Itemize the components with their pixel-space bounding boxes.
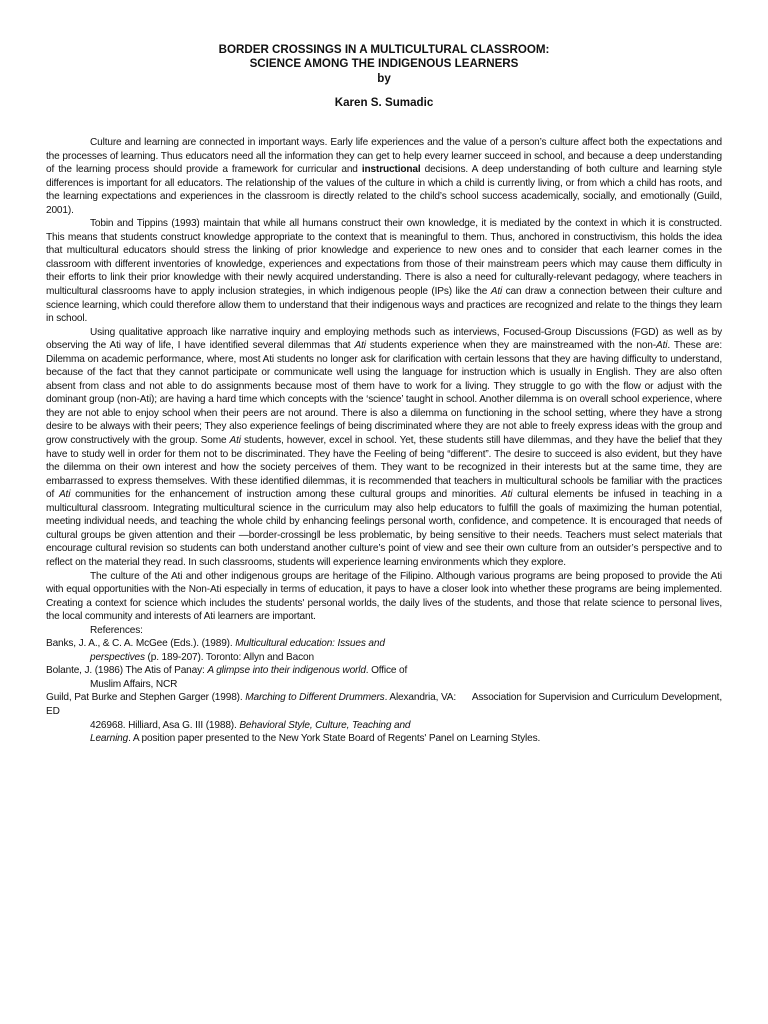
p2-text-a: Tobin and Tippins (1993) maintain that while all humans construct their own knowledge, it is mediated by the context in which it is constructed. This means that students construct knowledge appropriate to the context that is meaningful to them. Thus, anchored in constructivism, this holds the idea that multicultural educators should stress the linking of prior knowledge and experience to new ones and to consider that each learner comes in the classroom with different inventories of knowledge, experiences and expectations from those of their mainstream peers which may cause them difficulty in their efforts to link their prior knowledge with their newly acquired understanding. There is also a need for culturally-relevant pedagogy, where teachers in multicultural classrooms have to apply inclusion strategies, in which indigenous people (IPs) like the bbox=[46, 218, 722, 298]
ref1-continuation bbox=[46, 651, 722, 665]
reference-hilliard bbox=[46, 719, 722, 746]
paragraph-4: The culture of the Ati and other indigenous groups are heritage of the Filipino. Although various programs are being proposed to provide the Ati with equal opportunities with the Non-Ati especially in terms of education, it pays to have a closer look into whether these programs are being implemented. Creating a context for science which includes the students' personal worlds, the daily lives of the students, and those that relate science to personal lives, the local community and interests of Ati learners are important. bbox=[46, 570, 722, 623]
ref3-text-a: Guild, Pat Burke and Stephen Garger (1998). bbox=[46, 692, 246, 704]
ref1-text-d: (p. 189-207). Toronto: Allyn and Bacon bbox=[144, 651, 314, 663]
p3-italic-f: Ati bbox=[229, 435, 241, 447]
article-body bbox=[46, 136, 725, 746]
references-section bbox=[46, 624, 725, 746]
p3-italic-j: Ati bbox=[501, 489, 513, 501]
paragraph-1 bbox=[46, 136, 722, 217]
title-line-2: SCIENCE AMONG THE INDIGENOUS LEARNERS bbox=[249, 57, 519, 70]
p3-italic-b: Ati bbox=[354, 340, 366, 352]
author-name: Karen S. Sumadic bbox=[334, 96, 434, 109]
p3-text-k: cultural elements be infused in teaching in a multicultural classroom. Integrating multicultural science in the curriculum may also help educators to fulfill the goals of maximizing the human potential, meeting individual needs, and teaching the whole child by enhancing feelings personal worth, confidence, and competence. It is encouraged that needs of cultural groups be given attention and their ―border-crossing‖ be less problematic, by being sensitive to their needs. Teachers must select materials that encourage cultural revision so students can both understand another culture’s point of view and see their own culture from an outsider’s perspective and to reflect on the material they read. In such classrooms, students will experience learning environments which they explore. bbox=[46, 489, 722, 568]
p1-bold-term: instructional bbox=[361, 164, 421, 176]
p3-italic-h: Ati bbox=[58, 489, 71, 501]
p3-italic-d: Ati bbox=[655, 340, 668, 352]
ref4-text-a: 426968. Hilliard, Asa G. III (1988). bbox=[90, 719, 240, 731]
ref2-text-c: . Office of bbox=[365, 665, 408, 677]
reference-bolante bbox=[46, 664, 722, 691]
p3-text-c: students experience when they are mainstreamed with the non- bbox=[365, 340, 656, 352]
ref3-text-c: . Alexandria, VA: Association for Supervision and Curriculum Development, ED bbox=[46, 692, 725, 717]
p3-text-g: students, however, excel in school. Yet, these students still have dilemmas, and they have the belief that they have to study well in order for them not to be discriminated. They have the Feeling of being “different”. The desire to succeed is also evident, but they have the dilemma on their own interest and how the society perceives of them. They want to be recognized in their interests but at the same time, they are embarrassed to express themselves. With these identified dilemmas, it is recommended that teachers in multicultural schools be familiar with the practices of bbox=[46, 435, 722, 501]
p1-text-c: decisions. A deep understanding of both culture and learning style differences is important for all educators. The relationship of the values of the culture in which a child is currently living, or from which a child has roots, and the learning expectations and experiences in the classroom is directly related to the child’s school success academically, socially, and emotionally (Guild, 2001). bbox=[46, 164, 722, 216]
title-by: by bbox=[377, 72, 391, 85]
ref1-title: Multicultural education: Issues and bbox=[235, 638, 385, 650]
title-line-1: BORDER CROSSINGS IN A MULTICULTURAL CLASSROOM: bbox=[218, 43, 550, 56]
p3-text-a: Using qualitative approach like narrative inquiry and employing methods such as interviews, Focused-Group Discussions (FGD) as well as by observing the Ati way of life, I have identified several dilemmas that bbox=[46, 326, 722, 352]
ref1-text-a: Banks, J. A., & C. A. McGee (Eds.). (1989). bbox=[46, 638, 236, 650]
p2-text-c: can draw a connection between their culture and science learning, which could therefore allow them to understand that their indigenous ways and practices are recognized and relate to the things they learn in school. bbox=[46, 286, 723, 325]
ref2-text-a: Bolante, J. (1986) The Atis of Panay: bbox=[46, 665, 208, 677]
ref3-title: Marching to Different Drummers bbox=[245, 692, 385, 704]
ref2-continuation: Muslim Affairs, NCR bbox=[90, 678, 178, 690]
p1-text-a: Culture and learning are connected in important ways. Early life experiences and the value of a person’s culture affect both the expectations and the processes of learning. Thus educators need all the information they can get to help every learner succeed in school, and because a deep understanding of the learning process should provide a framework for curricular and bbox=[46, 137, 722, 176]
paragraph-2 bbox=[46, 217, 722, 325]
references-heading: References: bbox=[90, 624, 143, 636]
p3-text-i: communities for the enhancement of instruction among these cultural groups and minorities. bbox=[70, 489, 501, 501]
p3-text-e: . These are: Dilemma on academic performance, where, most Ati students no longer ask for clarification with certain lessons that they are having difficulty to understand, because of the fact that they cannot participate or communicate well using the language for instruction which is usually in English. They are also often absent from class and not able to do assignments because most of them have to work for a living. They struggle to go with the flow or adjust with the dominant group (non-Ati); are having a hard time which concepts with the ‘science’ taught in school. Another dilemma is on overall school experience, where they are not able to enjoy school when their peers are not around. There is also a dilemma on functioning in the school setting, where they have a strong desire to be always with their peers; They also experience feelings of being discriminated where they are not able to freely express ideas with the group and grow constructively with the group. Some bbox=[46, 340, 722, 447]
reference-guild bbox=[46, 691, 725, 718]
reference-banks bbox=[46, 637, 722, 664]
paragraph-3 bbox=[46, 326, 722, 570]
ref4-title: Behavioral Style, Culture, Teaching and bbox=[239, 719, 411, 731]
ref1-title-cont: perspectives bbox=[90, 651, 145, 663]
ref2-title: A glimpse into their indigenous world bbox=[207, 665, 366, 677]
p2-italic-ati: Ati bbox=[490, 286, 503, 298]
ref4-title-cont: Learning bbox=[90, 733, 129, 745]
ref4-text-d: . A position paper presented to the New York State Board of Regents' Panel on Learning Styles. bbox=[128, 733, 541, 745]
